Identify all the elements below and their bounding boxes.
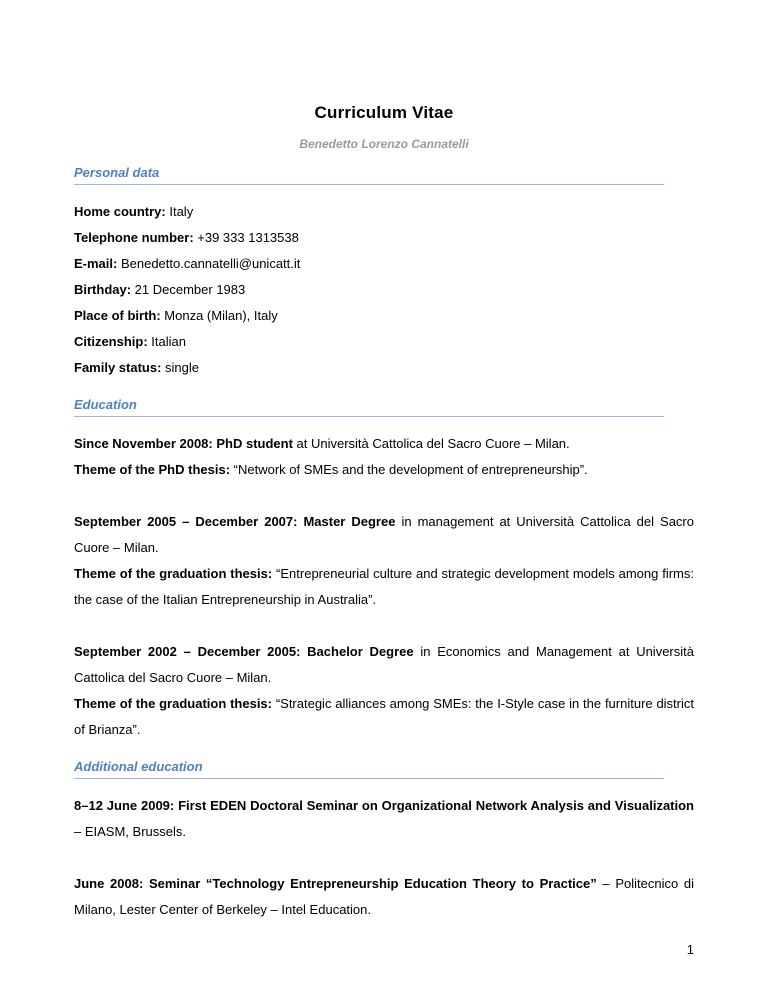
field-label: Citizenship: (74, 334, 148, 349)
additional-entry-detail: – EIASM, Brussels. (74, 824, 186, 839)
education-period: September 2002 – December 2005: Bachelor Degree (74, 644, 414, 659)
field-value: +39 333 1313538 (193, 230, 299, 245)
theme-value: “Entrepreneurial culture and strategic development models among firms: the case of the Italian Entrepreneurship in Australia”. (74, 566, 694, 607)
field-label: Birthday: (74, 282, 132, 297)
theme-label: Theme of the PhD thesis: (74, 462, 231, 477)
personal-item-place-of-birth (74, 308, 694, 324)
personal-item-family-status (74, 360, 694, 376)
personal-item-birthday (74, 282, 694, 298)
section-heading-personal-data: Personal data (74, 165, 664, 185)
additional-entry-title: 8–12 June 2009: First EDEN Doctoral Seminar on Organizational Network Analysis and Visualization (74, 798, 694, 813)
section-heading-education: Education (74, 397, 664, 417)
field-value: single (161, 360, 199, 375)
field-value: Monza (Milan), Italy (160, 308, 278, 323)
additional-entry-detail: – Politecnico di Milano, Lester Center of Berkeley – Intel Education. (74, 876, 694, 917)
education-entry-phd (74, 431, 694, 483)
additional-entry-eden-seminar (74, 793, 694, 845)
education-entry-master (74, 509, 694, 613)
field-value: Benedetto.cannatelli@unicatt.it (117, 256, 301, 271)
field-value: Italian (147, 334, 186, 349)
personal-item-telephone (74, 230, 694, 246)
education-detail: in Economics and Management at Università Cattolica del Sacro Cuore – Milan. (74, 644, 694, 685)
field-label: E-mail: (74, 256, 118, 271)
education-period: September 2005 – December 2007: Master Degree (74, 514, 396, 529)
theme-value: “Strategic alliances among SMEs: the I-Style case in the furniture district of Brianza”. (74, 696, 695, 737)
personal-item-citizenship (74, 334, 694, 350)
additional-entry-title: June 2008: Seminar “Technology Entrepreneurship Education Theory to Practice” (74, 876, 597, 891)
field-label: Home country: (74, 204, 166, 219)
theme-value: “Network of SMEs and the development of entrepreneurship”. (230, 462, 588, 477)
page-number: 1 (686, 942, 694, 957)
section-heading-additional-education: Additional education (74, 759, 664, 779)
document-title: Curriculum Vitae (314, 103, 454, 122)
theme-label: Theme of the graduation thesis: (74, 566, 273, 581)
education-period: Since November 2008: PhD student (74, 436, 293, 451)
author-name: Benedetto Lorenzo Cannatelli (299, 137, 469, 151)
additional-entry-tech-seminar (74, 871, 694, 923)
field-value: 21 December 1983 (131, 282, 246, 297)
field-label: Telephone number: (74, 230, 194, 245)
education-detail: at Università Cattolica del Sacro Cuore – Milan. (292, 436, 570, 451)
education-detail: in management at Università Cattolica del Sacro Cuore – Milan. (74, 514, 694, 555)
personal-item-home-country (74, 204, 694, 220)
field-label: Family status: (74, 360, 162, 375)
field-value: Italy (165, 204, 194, 219)
education-entry-bachelor (74, 639, 694, 743)
field-label: Place of birth: (74, 308, 161, 323)
theme-label: Theme of the graduation thesis: (74, 696, 272, 711)
personal-item-email (74, 256, 694, 272)
